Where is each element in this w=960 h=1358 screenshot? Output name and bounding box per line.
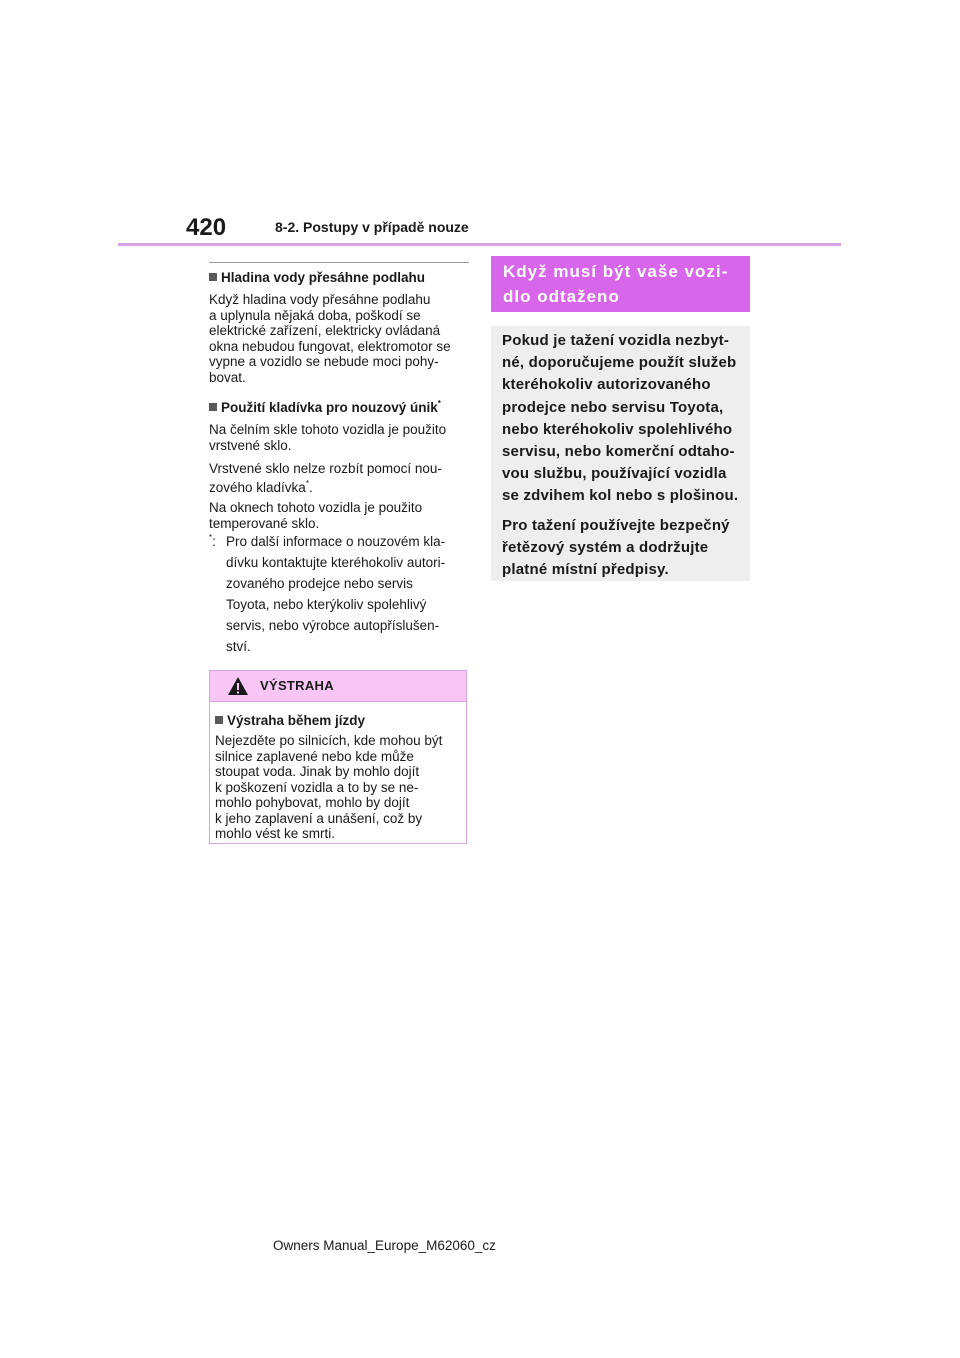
warning-header bbox=[210, 671, 466, 702]
text-line: k poškození vozidla a to by se ne- bbox=[215, 779, 419, 795]
text-line: Toyota, nebo kterýkoliv spolehlivý bbox=[226, 597, 427, 612]
square-bullet-icon bbox=[215, 716, 223, 724]
footnote-text bbox=[226, 531, 445, 657]
warning-box bbox=[209, 670, 467, 844]
banner-line: dlo odtaženo bbox=[503, 287, 620, 306]
hammer-heading-label: Použití kladívka pro nouzový únik* bbox=[221, 399, 441, 415]
text-line: a uplynula nějaká doba, poškodí se bbox=[209, 307, 421, 323]
text-line: k jeho zaplavení a unášení, což by bbox=[215, 810, 423, 826]
topic-divider bbox=[209, 262, 469, 263]
text-line: vypne a vozidlo se nebude moci pohy- bbox=[209, 354, 439, 369]
text-line: mohlo vést ke smrti. bbox=[215, 826, 336, 841]
footnote bbox=[209, 531, 469, 657]
footnote-mark: *: bbox=[209, 533, 216, 549]
text-line: Nejezděte po silnicích, kde mohou být bbox=[215, 733, 443, 748]
page-number: 420 bbox=[186, 214, 227, 241]
footnote-marker: * bbox=[305, 479, 309, 488]
text-line: servisu, nebo komerční odtaho- bbox=[502, 443, 735, 461]
water-paragraph bbox=[209, 292, 469, 385]
text-line: stoupat voda. Jinak by mohlo dojít bbox=[215, 764, 420, 779]
warning-heading bbox=[215, 712, 458, 729]
square-bullet-icon bbox=[209, 273, 217, 281]
warning-title: VÝSTRAHA bbox=[260, 678, 334, 693]
windshield-paragraph bbox=[209, 422, 469, 453]
section-title: 8-2. Postupy v případě nouze bbox=[275, 219, 469, 235]
text-line: Na oknech tohoto vozidla je použito bbox=[209, 500, 423, 515]
towing-banner bbox=[491, 256, 750, 312]
text-line: Když hladina vody přesáhne podlahu bbox=[209, 292, 431, 307]
text-line: bovat. bbox=[209, 369, 246, 385]
text-line: se zdvihem kol nebo s plošinou. bbox=[502, 487, 739, 505]
hammer-heading bbox=[209, 399, 469, 416]
text-line: Pro tažení používejte bezpečný bbox=[502, 516, 730, 534]
towing-paragraph bbox=[502, 330, 744, 508]
text-line: zového kladívka bbox=[209, 480, 306, 495]
banner-line: Když musí být vaše vozi- bbox=[503, 262, 729, 281]
text-line: okna nebudou fungovat, elektromotor se bbox=[209, 338, 451, 354]
windows-paragraph bbox=[209, 500, 469, 531]
warning-body bbox=[210, 702, 466, 842]
text-line: servis, nebo výrobce autopříslušen- bbox=[226, 618, 440, 633]
text-line: ství. bbox=[226, 639, 251, 654]
text-line: prodejce nebo servisu Toyota, bbox=[502, 398, 724, 416]
text-line: elektrické zařízení, elektricky ovládaná bbox=[209, 323, 441, 338]
text-line: vou službu, používající vozidla bbox=[502, 465, 727, 483]
text-line: Pokud je tažení vozidla nezbyt- bbox=[502, 332, 730, 349]
text-line: řetězový systém a dodržujte bbox=[502, 538, 709, 556]
text-line: Vrstvené sklo nelze rozbít pomocí nou- bbox=[209, 461, 442, 476]
footer-manual-id: Owners Manual_Europe_M62060_cz bbox=[273, 1238, 496, 1253]
text-line: Pro další informace o nouzovém kla- bbox=[226, 534, 446, 549]
left-column bbox=[209, 262, 469, 657]
text-line: mohlo pohybovat, mohlo by dojít bbox=[215, 795, 410, 810]
warning-triangle-icon bbox=[227, 676, 249, 696]
chain-paragraph bbox=[502, 515, 744, 582]
text-line: vrstvené sklo. bbox=[209, 437, 292, 453]
text-line: Na čelním skle tohoto vozidla je použito bbox=[209, 422, 447, 437]
text-line: silnice zaplavené nebo kde může bbox=[215, 748, 414, 764]
text-line: temperované sklo. bbox=[209, 515, 320, 531]
footnote-marker: * bbox=[437, 399, 441, 408]
water-heading-label: Hladina vody přesáhne podlahu bbox=[221, 270, 426, 285]
text-line: zovaného prodejce nebo servis bbox=[226, 576, 413, 591]
text-line: nebo kteréhokoliv spolehlivého bbox=[502, 420, 733, 438]
text-line: né, doporučujeme použít služeb bbox=[502, 354, 737, 372]
warning-paragraph bbox=[215, 733, 458, 842]
header-rule bbox=[118, 243, 841, 246]
text-line: kteréhokoliv autorizovaného bbox=[502, 376, 711, 394]
water-heading bbox=[209, 269, 469, 286]
text-line: dívku kontaktujte kteréhokoliv autori- bbox=[226, 555, 446, 570]
laminated-paragraph: Vrstvené sklo nelze rozbít pomocí nou- zového kladívka*. bbox=[209, 461, 442, 495]
warning-heading-label: Výstraha během jízdy bbox=[227, 713, 366, 728]
text-line: platné místní předpisy. bbox=[502, 561, 669, 579]
square-bullet-icon bbox=[209, 403, 217, 411]
towing-panel bbox=[491, 326, 750, 581]
